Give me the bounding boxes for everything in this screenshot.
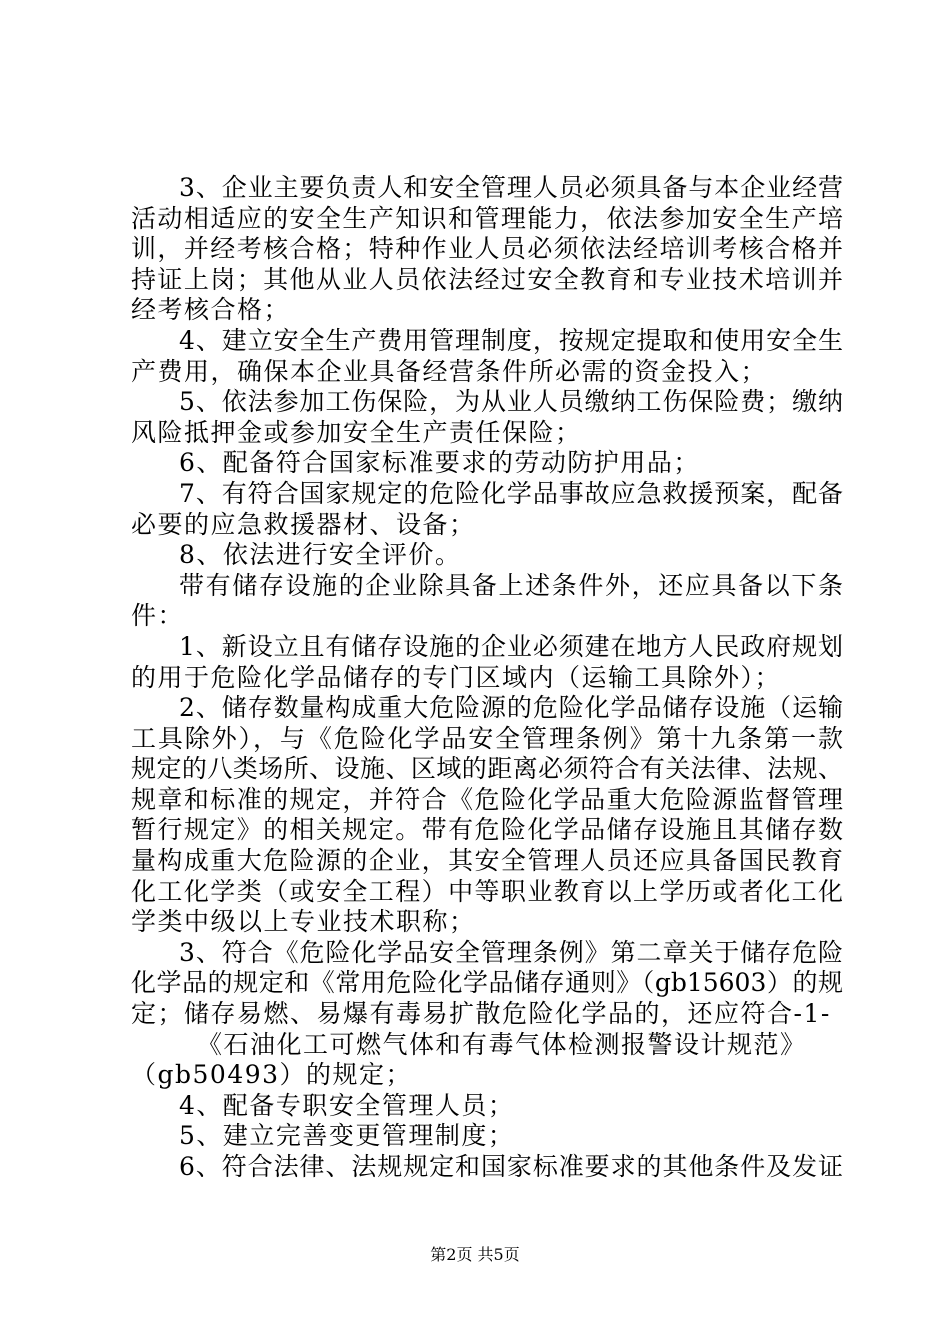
paragraph-line: 规章和标准的规定，并符合《危险化学品重大危险源监督管理 [131,784,843,814]
page-number-label: 第2页 共5页 [430,1245,520,1264]
paragraph-line: 《石油化工可燃气体和有毒气体检测报警设计规范》 [197,1029,807,1059]
paragraph-line: 7、有符合国家规定的危险化学品事故应急救援预案，配备 [179,478,843,508]
paragraph-line: 量构成重大危险源的企业，其安全管理人员还应具备国民教育 [131,846,843,876]
paragraph-line: 必要的应急救援器材、设备； [131,509,476,539]
paragraph-line: 化工化学类（或安全工程）中等职业教育以上学历或者化工化 [131,876,843,906]
paragraph-line: 6、符合法律、法规规定和国家标准要求的其他条件及发证 [179,1152,843,1181]
paragraph-line: 6、配备符合国家标准要求的劳动防护用品； [179,448,700,478]
paragraph-line: 风险抵押金或参加安全生产责任保险； [131,417,582,447]
paragraph-line: 定；储存易燃、易爆有毒易扩散危险化学品的，还应符合-1- [131,999,831,1029]
paragraph-line: 暂行规定》的相关规定。带有危险化学品储存设施且其储存数 [131,815,843,845]
paragraph-line: 规定的八类场所、设施、区域的距离必须符合有关法律、法规、 [131,754,843,784]
paragraph-line: 5、建立完善变更管理制度； [179,1121,515,1151]
paragraph-line: 1、新设立且有储存设施的企业必须建在地方人民政府规划 [179,631,843,661]
paragraph-line: 经考核合格； [131,295,291,325]
page-footer [0,1242,950,1265]
paragraph-line: 8、依法进行安全评价。 [179,540,462,570]
document-body [131,173,843,1183]
paragraph-line: 工具除外），与《危险化学品安全管理条例》第十九条第一款 [131,723,843,753]
paragraph-line: 3、企业主要负责人和安全管理人员必须具备与本企业经营 [179,173,843,202]
paragraph-line: 训，并经考核合格；特种作业人员必须依法经培训考核合格并 [131,234,843,264]
paragraph-line: 4、建立安全生产费用管理制度，按规定提取和使用安全生 [179,325,843,355]
paragraph-line: 2、储存数量构成重大危险源的危险化学品储存设施（运输 [179,693,843,723]
paragraph-line: 持证上岗；其他从业人员依法经过安全教育和专业技术培训并 [131,264,843,294]
paragraph-line: 活动相适应的安全生产知识和管理能力，依法参加安全生产培 [131,203,843,233]
paragraph-line: 5、依法参加工伤保险，为从业人员缴纳工伤保险费；缴纳 [179,387,843,417]
paragraph-line: （gb50493）的规定； [131,1060,413,1090]
paragraph-line: 带有储存设施的企业除具备上述条件外，还应具备以下条 [179,570,843,600]
paragraph-line: 学类中级以上专业技术职称； [131,907,476,937]
paragraph-line: 产费用，确保本企业具备经营条件所必需的资金投入； [131,356,768,386]
paragraph-line: 的用于危险化学品储存的专门区域内（运输工具除外）； [131,662,782,692]
paragraph-line: 件： [131,601,185,631]
paragraph-line: 化学品的规定和《常用危险化学品储存通则》（gb15603）的规 [131,968,843,998]
paragraph-line: 4、配备专职安全管理人员； [179,1090,515,1120]
paragraph-line: 3、符合《危险化学品安全管理条例》第二章关于储存危险 [179,937,843,967]
